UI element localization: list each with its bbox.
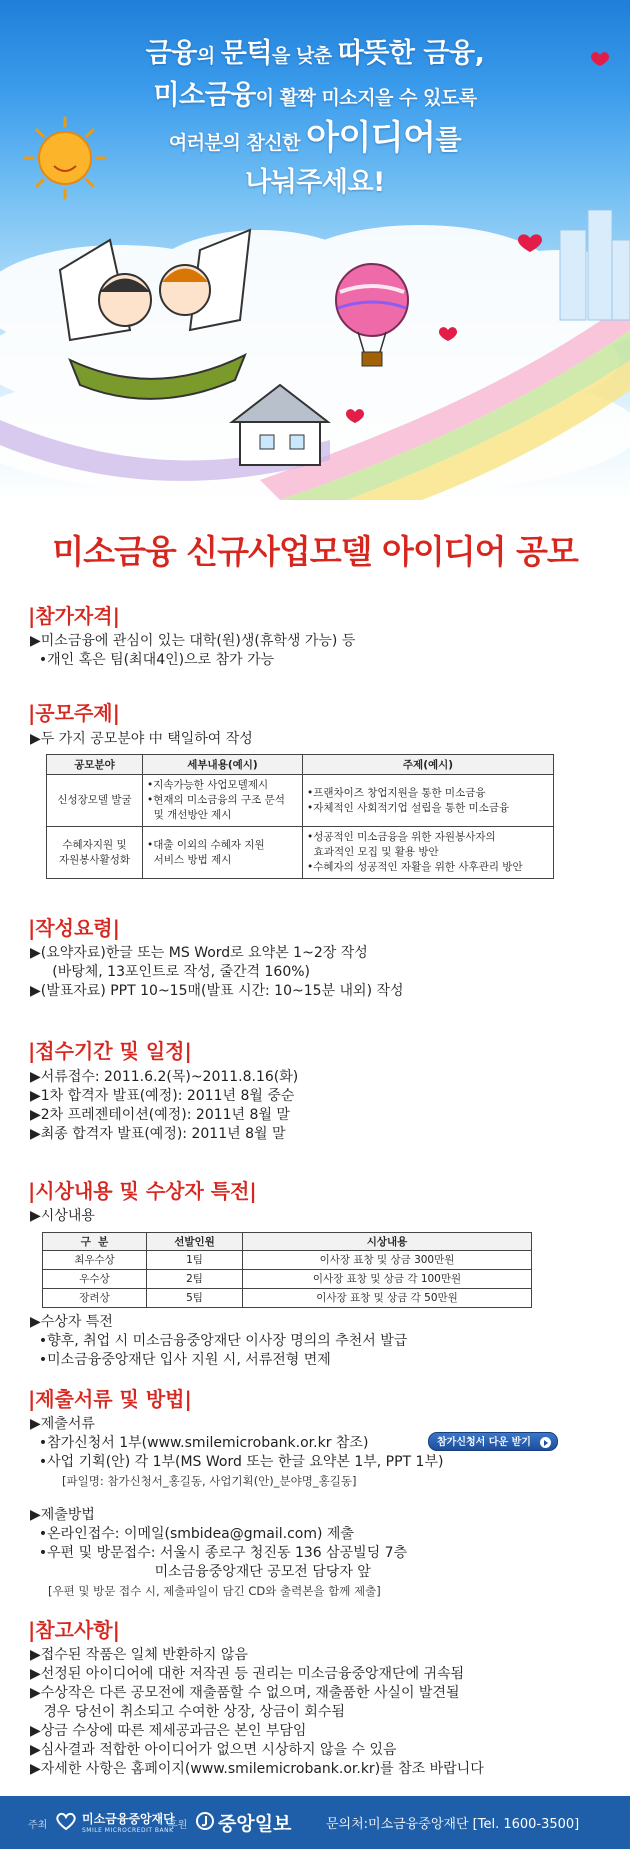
table-cell	[143, 775, 303, 827]
download-button-label: 참가신청서 다운 받기	[437, 1437, 531, 1448]
note-item: ▶선정된 아이디어에 대한 저작권 등 권리는 미소금융중앙재단에 귀속됨	[30, 1666, 465, 1682]
theme-heading: |공모주제|	[28, 701, 120, 725]
download-application-button[interactable]	[428, 1432, 558, 1451]
sponsor-name: 중앙일보	[218, 1813, 292, 1835]
hero-line3-b: 아이디어	[306, 118, 436, 158]
schedule-item: ▶1차 합격자 발표(예정): 2011년 8월 중순	[30, 1088, 295, 1104]
perk-item: •미소금융중앙재단 입사 지원 시, 서류전형 면제	[30, 1352, 331, 1368]
perk-item: ▶수상자 특전	[30, 1314, 113, 1330]
note-item: 경우 당선이 취소되고 수여한 상장, 상금이 회수됨	[30, 1704, 345, 1720]
submission-heading: |제출서류 및 방법|	[28, 1387, 192, 1411]
cell-line: •프랜차이즈 창업지원을 통한 미소금융	[307, 786, 486, 799]
cell-line: •성공적인 미소금융을 위한 자원봉사자의	[307, 831, 496, 843]
table-row	[43, 1251, 532, 1270]
table-row	[43, 1270, 532, 1289]
awards-table	[42, 1232, 532, 1308]
cell-line: 서비스 방법 제시	[147, 853, 232, 866]
hero-headline	[0, 34, 630, 203]
hero-line1-d: 을 낮춘	[271, 45, 338, 67]
page-title: 미소금융 신규사업모델 아이디어 공모	[52, 532, 578, 571]
table-cell: 우수상	[43, 1270, 147, 1289]
hero-line3-a: 여러분의 참신한	[168, 132, 307, 154]
schedule-heading: |접수기간 및 일정|	[28, 1039, 192, 1063]
note-item: ▶수상작은 다른 공모전에 재출품할 수 없으며, 재출품한 사실이 발견될	[30, 1685, 460, 1701]
notes-heading: |참고사항|	[28, 1618, 120, 1642]
table-header: 세부내용(예시)	[143, 755, 303, 775]
table-cell: 장려상	[43, 1289, 147, 1308]
hero-line3-c: 를	[435, 125, 462, 156]
table-header: 선발인원	[147, 1233, 243, 1251]
eligibility-item: •개인 혹은 팀(최대4인)으로 참가 가능	[30, 652, 275, 668]
submission-methods-note: [우편 및 방문 접수 시, 제출파일이 담긴 CD와 출력본을 함께 제출]	[48, 1584, 381, 1598]
table-cell: 신성장모델 발굴	[47, 775, 143, 827]
theme-table	[46, 754, 554, 879]
cell-line: 수혜자지원 및	[62, 838, 127, 851]
submission-doc: •사업 기획(안) 각 1부(MS Word 또는 한글 요약본 1부, PPT 1부)	[30, 1454, 444, 1470]
schedule-item: ▶서류접수: 2011.6.2(목)~2011.8.16(화)	[30, 1069, 299, 1085]
joongang-logo-icon	[196, 1812, 214, 1830]
schedule-item: ▶2차 프레젠테이션(예정): 2011년 8월 말	[30, 1107, 290, 1123]
submission-doc: •참가신청서 1부(www.smilemicrobank.or.kr 참조)	[30, 1435, 369, 1451]
hero-line1-b: 의	[196, 45, 221, 67]
table-header: 공모분야	[47, 755, 143, 775]
note-item: ▶심사결과 적합한 아이디어가 없으면 시상하지 않을 수 있음	[30, 1742, 397, 1758]
format-heading: |작성요령|	[28, 916, 120, 940]
host-name: 미소금융중앙재단	[82, 1812, 175, 1826]
cell-line: •자체적인 사회적기업 설립을 통한 미소금융	[307, 801, 510, 814]
table-cell	[143, 827, 303, 879]
table-cell	[303, 827, 554, 879]
hero-line2-a: 미소금융	[153, 80, 256, 111]
contact-info: 문의처:미소금융중앙재단 [Tel. 1600-3500]	[326, 1817, 580, 1832]
eligibility-heading: |참가자격|	[28, 604, 120, 628]
awards-heading: |시상내용 및 수상자 특전|	[28, 1179, 257, 1203]
note-item: ▶접수된 작품은 일체 반환하지 않음	[30, 1647, 248, 1663]
table-cell: 이사장 표창 및 상금 300만원	[243, 1251, 532, 1270]
table-header: 시상내용	[243, 1233, 532, 1251]
table-cell	[303, 775, 554, 827]
table-cell: 이사장 표창 및 상금 각 50만원	[243, 1289, 532, 1308]
cell-line: •현재의 미소금융의 구조 문석	[147, 794, 285, 806]
submission-method: •온라인접수: 이메일(smbidea@gmail.com) 제출	[30, 1526, 354, 1542]
submission-method: •우편 및 방문접수: 서울시 종로구 청진동 136 삼공빌딩 7층	[30, 1545, 408, 1561]
table-header: 구 분	[43, 1233, 147, 1251]
table-row	[47, 775, 554, 827]
play-arrow-icon	[540, 1437, 551, 1448]
table-cell: 2팀	[147, 1270, 243, 1289]
format-item: ▶(발표자료) PPT 10~15매(발표 시간: 10~15분 내외) 작성	[30, 983, 404, 999]
theme-intro: ▶두 가지 공모분야 中 택일하여 작성	[30, 731, 253, 747]
cell-line: •지속가능한 사업모델제시	[147, 779, 269, 791]
table-cell: 5팀	[147, 1289, 243, 1308]
host-logo	[82, 1810, 175, 1834]
hero-line4: 나눠주세요!	[245, 167, 385, 198]
hero-line1-a: 금융	[145, 38, 197, 69]
format-item: (바탕체, 13포인트로 작성, 줄간격 160%)	[30, 964, 311, 980]
sponsor-label: 후원	[168, 1820, 188, 1831]
submission-doc: ▶제출서류	[30, 1416, 95, 1432]
eligibility-item: ▶미소금융에 관심이 있는 대학(원)생(휴학생 가능) 등	[30, 633, 356, 649]
hero-banner	[0, 0, 630, 500]
hero-line2-b: 이 활짝 미소지을 수 있도록	[255, 87, 477, 109]
cell-line: •대출 이외의 수혜자 지원	[147, 838, 265, 851]
host-label: 주최	[28, 1820, 48, 1831]
heart-icon	[55, 1811, 77, 1831]
footer	[0, 1796, 630, 1849]
table-cell: 1팀	[147, 1251, 243, 1270]
table-header: 주제(예시)	[303, 755, 554, 775]
table-row	[43, 1289, 532, 1308]
cell-line: 효과적인 모집 및 활용 방안	[307, 846, 439, 858]
submission-method: 미소금융중앙재단 공모전 담당자 앞	[30, 1564, 371, 1580]
cell-line: •수혜자의 성공적인 자활을 위한 사후관리 방안	[307, 861, 523, 873]
table-cell: 이사장 표창 및 상금 각 100만원	[243, 1270, 532, 1289]
table-cell	[47, 827, 143, 879]
format-item: ▶(요약자료)한글 또는 MS Word로 요약본 1~2장 작성	[30, 945, 368, 961]
host-sub: SMILE MICROCREDIT BANK	[82, 1827, 174, 1834]
table-row	[47, 827, 554, 879]
note-item: ▶자세한 사항은 홈페이지(www.smilemicrobank.or.kr)를 참조 바랍니다	[30, 1761, 484, 1777]
perk-item: •향후, 취업 시 미소금융중앙재단 이사장 명의의 추천서 발급	[30, 1333, 408, 1349]
table-cell: 최우수상	[43, 1251, 147, 1270]
hero-line1-c: 문턱	[220, 38, 272, 69]
awards-intro: ▶시상내용	[30, 1208, 95, 1224]
note-item: ▶상금 수상에 따른 제세공과금은 본인 부담임	[30, 1723, 307, 1739]
submission-method: ▶제출방법	[30, 1507, 95, 1523]
submission-docs-note: [파일명: 참가신청서_홍길동, 사업기획(안)_분야명_홍길동]	[62, 1474, 357, 1488]
hero-line1-e: 따뜻한 금융,	[337, 38, 485, 69]
schedule-item: ▶최종 합격자 발표(예정): 2011년 8월 말	[30, 1126, 286, 1142]
cell-line: 자원봉사활성화	[58, 853, 130, 866]
cell-line: 및 개선방안 제시	[147, 809, 232, 821]
